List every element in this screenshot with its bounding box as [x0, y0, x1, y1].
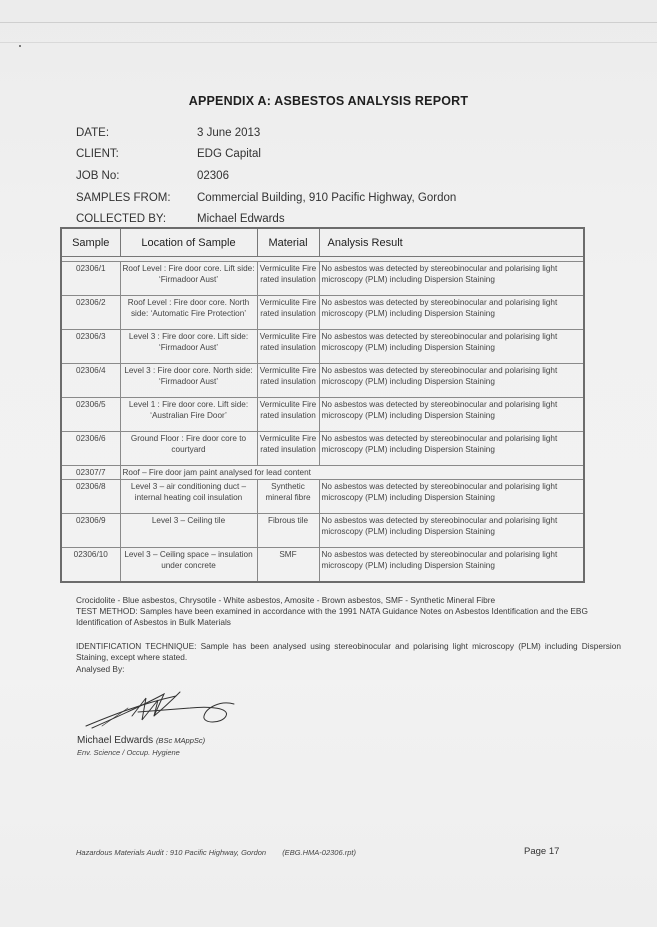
detail-label: CLIENT:	[76, 148, 119, 161]
sample-material: Vermiculite Fire rated insulation	[257, 296, 319, 330]
detail-value: EDG Capital	[197, 148, 261, 161]
sample-material: Vermiculite Fire rated insulation	[257, 330, 319, 364]
sample-material: Fibrous tile	[257, 514, 319, 548]
detail-label: COLLECTED BY:	[76, 213, 167, 226]
detail-value: 3 June 2013	[197, 126, 261, 139]
page-number: Page 17	[524, 846, 560, 857]
sample-id: 02307/7	[61, 466, 120, 480]
sample-id: 02306/8	[61, 480, 120, 514]
table-row	[61, 548, 584, 583]
sample-material: Vermiculite Fire rated insulation	[257, 364, 319, 398]
analysed-by-label: Analysed By:	[76, 664, 125, 674]
analysis-result: No asbestos was detected by stereobinocular and polarising light microscopy (PLM) including Dispersion Staining	[319, 330, 584, 364]
sample-note: Roof – Fire door jam paint analysed for lead content	[120, 466, 584, 480]
detail-value: Commercial Building, 910 Pacific Highway, Gordon	[197, 191, 457, 204]
column-header-material: Material	[257, 228, 319, 257]
analysis-result: No asbestos was detected by stereobinocular and polarising light microscopy (PLM) including Dispersion Staining	[319, 262, 584, 296]
sample-id: 02306/1	[61, 262, 120, 296]
detail-label: SAMPLES FROM:	[76, 191, 171, 204]
table-row	[61, 398, 584, 432]
signatory-qualifications: (BSc MAppSc)	[155, 736, 206, 745]
sample-id: 02306/5	[61, 398, 120, 432]
sample-id: 02306/9	[61, 514, 120, 548]
detail-value: 02306	[197, 169, 229, 182]
page-footer	[76, 848, 356, 857]
table-row	[61, 480, 584, 514]
sample-location: Level 3 – Ceiling tile	[120, 514, 257, 548]
scan-mark	[19, 45, 21, 47]
table-row	[61, 262, 584, 296]
scan-edge-line	[0, 42, 657, 43]
analysis-result: No asbestos was detected by stereobinocular and polarising light microscopy (PLM) including Dispersion Staining	[319, 514, 584, 548]
table-header-row	[61, 228, 584, 257]
detail-samples-from	[76, 187, 456, 209]
analysis-result: No asbestos was detected by stereobinocular and polarising light microscopy (PLM) including Dispersion Staining	[319, 296, 584, 330]
signature-image	[80, 686, 240, 734]
analysis-result: No asbestos was detected by stereobinocular and polarising light microscopy (PLM) including Dispersion Staining	[319, 432, 584, 466]
analysis-result: No asbestos was detected by stereobinocular and polarising light microscopy (PLM) including Dispersion Staining	[319, 364, 584, 398]
table-row	[61, 364, 584, 398]
report-title: APPENDIX A: ASBESTOS ANALYSIS REPORT	[188, 94, 469, 108]
signatory-role: Env. Science / Occup. Hygiene	[77, 748, 180, 757]
scan-edge-line	[0, 22, 657, 23]
footer-document-title: Hazardous Materials Audit : 910 Pacific Highway, Gordon	[76, 848, 267, 857]
sample-id: 02306/10	[61, 548, 120, 583]
sample-material: Synthetic mineral fibre	[257, 480, 319, 514]
analysis-results-table	[60, 227, 585, 583]
detail-value: Michael Edwards	[197, 213, 285, 226]
identification-technique: IDENTIFICATION TECHNIQUE: Sample has been analysed using stereobinocular and polarising light microscopy (PLM) including Dispersion Staining, except where stated.	[76, 641, 621, 662]
sample-material: Vermiculite Fire rated insulation	[257, 398, 319, 432]
sample-id: 02306/2	[61, 296, 120, 330]
detail-label: JOB No:	[76, 169, 120, 182]
signatory-name	[77, 735, 205, 746]
sample-location: Ground Floor : Fire door core to courtyard	[120, 432, 257, 466]
sample-material: Vermiculite Fire rated insulation	[257, 432, 319, 466]
column-header-location: Location of Sample	[120, 228, 257, 257]
detail-date	[76, 122, 456, 144]
table-row	[61, 514, 584, 548]
detail-label: DATE:	[76, 126, 110, 139]
sample-id: 02306/3	[61, 330, 120, 364]
detail-client	[76, 144, 456, 166]
detail-job-no	[76, 165, 456, 187]
sample-location: Level 1 : Fire door core. Lift side: ‘Australian Fire Door’	[120, 398, 257, 432]
sample-location: Level 3 – Ceiling space – insulation under concrete	[120, 548, 257, 583]
sample-material: Vermiculite Fire rated insulation	[257, 262, 319, 296]
sample-location: Level 3 : Fire door core. North side: ‘Firmadoor Aust’	[120, 364, 257, 398]
sample-material: SMF	[257, 548, 319, 583]
table-row	[61, 330, 584, 364]
signatory-name-text: Michael Edwards	[77, 735, 154, 746]
sample-location: Roof Level : Fire door core. North side: ‘Automatic Fire Protection’	[120, 296, 257, 330]
table-row	[61, 432, 584, 466]
asbestos-legend: Crocidolite - Blue asbestos, Chrysotile - White asbestos, Amosite - Brown asbestos, SMF - Synthetic Mineral Fibre	[76, 595, 496, 605]
column-header-sample: Sample	[61, 228, 120, 257]
table-row-note	[61, 466, 584, 480]
sample-location: Roof Level : Fire door core. Lift side: ‘Firmadoor Aust’	[120, 262, 257, 296]
test-method: TEST METHOD: Samples have been examined in accordance with the 1991 NATA Guidance Notes on Asbestos Identification and the EBG Identification of Asbestos in Bulk Materials	[76, 606, 588, 627]
analysis-result: No asbestos was detected by stereobinocular and polarising light microscopy (PLM) including Dispersion Staining	[319, 398, 584, 432]
sample-id: 02306/4	[61, 364, 120, 398]
sample-location: Level 3 : Fire door core. Lift side: ‘Firmadoor Aust’	[120, 330, 257, 364]
report-details	[76, 122, 456, 230]
analysis-result: No asbestos was detected by stereobinocular and polarising light microscopy (PLM) including Dispersion Staining	[319, 480, 584, 514]
analysis-result: No asbestos was detected by stereobinocular and polarising light microscopy (PLM) including Dispersion Staining	[319, 548, 584, 583]
footer-document-ref: (EBG.HMA-02306.rpt)	[282, 848, 356, 857]
sample-location: Level 3 – air conditioning duct – internal heating coil insulation	[120, 480, 257, 514]
column-header-result: Analysis Result	[319, 228, 584, 257]
legend-and-method	[76, 595, 621, 628]
sample-id: 02306/6	[61, 432, 120, 466]
table-row	[61, 296, 584, 330]
